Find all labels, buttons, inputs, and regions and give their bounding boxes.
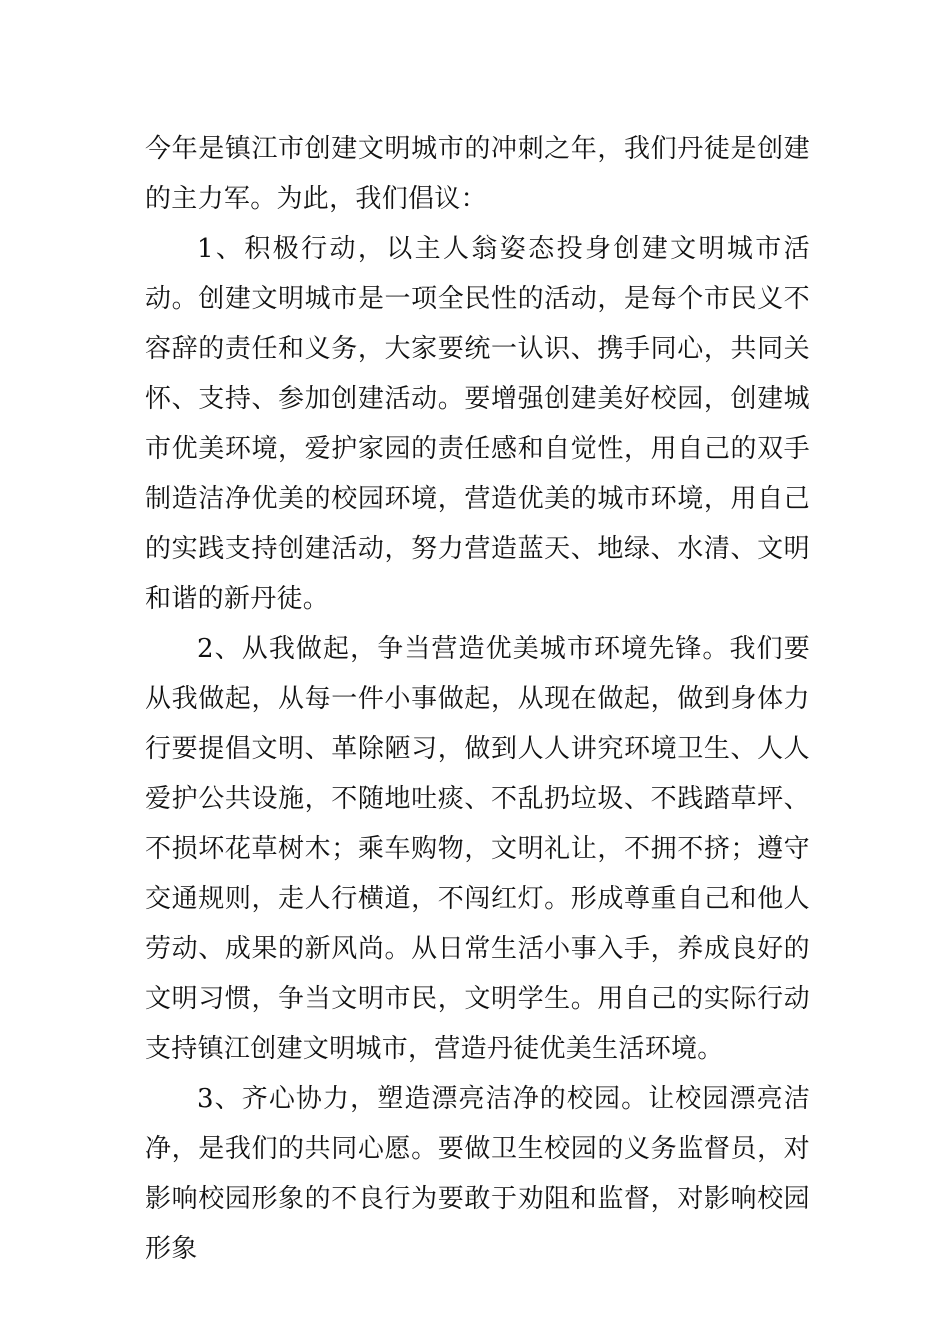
paragraph-item-2: 2、从我做起，争当营造优美城市环境先锋。我们要从我做起，从每一件小事做起，从现在做起，做到身体力行要提倡文明、革除陋习，做到人人讲究环境卫生、人人爱护公共设施，不随地吐痰、不乱扔垃圾、不践踏草坪、不损坏花草树木；乘车购物，文明礼让，不拥不挤；遵守交通规则，走人行横道，不闯红灯。形成尊重自己和他人劳动、成果的新风尚。从日常生活小事入手，养成良好的文明习惯，争当文明市民，文明学生。用自己的实际行动支持镇江创建文明城市，营造丹徒优美生活环境。 [145, 634, 810, 1064]
paragraph-item-3: 3、齐心协力，塑造漂亮洁净的校园。让校园漂亮洁净，是我们的共同心愿。要做卫生校园的义务监督员，对影响校园形象的不良行为要敢于劝阻和监督，对影响校园形象 [145, 1084, 810, 1264]
paragraph-item-1: 1、积极行动，以主人翁姿态投身创建文明城市活动。创建文明城市是一项全民性的活动，是每个市民义不容辞的责任和义务，大家要统一认识、携手同心，共同关怀、支持、参加创建活动。要增强创建美好校园，创建城市优美环境，爱护家园的责任感和自觉性，用自己的双手制造洁净优美的校园环境，营造优美的城市环境，用自己的实践支持创建活动，努力营造蓝天、地绿、水清、文明和谐的新丹徒。 [145, 234, 810, 614]
document-body [145, 124, 810, 1274]
paragraph-intro: 今年是镇江市创建文明城市的冲刺之年，我们丹徒是创建的主力军。为此，我们倡议： [145, 134, 810, 214]
